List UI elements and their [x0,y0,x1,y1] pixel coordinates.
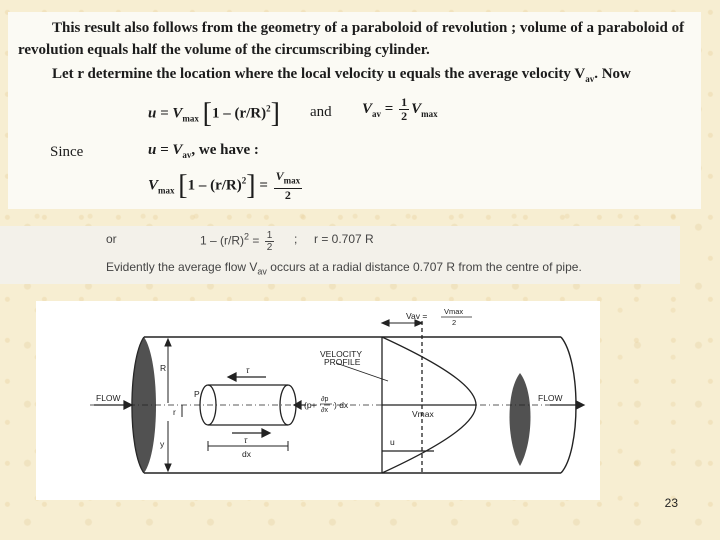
velocity-label: VELOCITY [320,349,363,359]
right-section-hatch [510,373,531,466]
tau-top-label: τ [246,365,250,375]
tau-bottom-label: τ [244,435,248,445]
flow-right-arrowhead [576,401,584,409]
pressure-arrowhead [294,401,301,409]
vmax-label: Vmax [412,409,434,419]
separator: ; [294,232,298,246]
pressure-numerator: ∂p [321,396,329,403]
tau-bottom-arrowhead [262,429,270,437]
or-word: or [106,232,117,246]
scanned-text-top [8,12,701,209]
radius-r-label: r [173,407,176,417]
scanned-text-middle [0,226,680,284]
page-number: 23 [664,496,678,510]
profile-label: PROFILE [324,357,361,367]
pressure-term-b: ) dx [334,400,349,410]
radius-result: r = 0.707 R [314,232,374,246]
dx-label: dx [242,449,251,459]
y-label: y [160,439,165,449]
since-equation: $u = V_{av}$, we have : [148,142,259,160]
velocity-profile [382,321,476,473]
tau-top-arrowhead [228,373,236,381]
vav-numerator: Vmax [444,307,464,316]
text-line-2: revolution equals half the volume of the circumscribing cylinder. [18,42,430,58]
equation-average-velocity: $V_{av}$ = $\frac{1}{2}$ $V_{max}$ [362,95,438,123]
u-label: u [390,437,395,447]
flow-right-label: FLOW [538,393,563,403]
radius-R-label: R [160,363,167,373]
since-word: Since [50,144,84,160]
pressure-P-label: P [194,389,200,399]
equation-combined: $V_{max}$ $[1 - (r/R)^2]$ = $\frac{V_{max}}{2}$ [148,169,301,202]
flow-left-label: FLOW [96,393,121,403]
vav-denominator: 2 [452,318,457,327]
pipe-diagram-svg [36,301,600,500]
text-line-1: This result also follows from the geometry of a paraboloid of revolution ; volume of a paraboloid of [52,20,685,36]
flow-left-arrowhead [124,401,132,409]
vav-label: Vav = [406,311,428,321]
or-equation: $1 - (r/R)^2$ = $\frac{1}{2}$ [200,230,273,253]
text-line-3: Let r determine the location where the local velocity u equals the average velocity $V_{av}$. Now [52,66,631,84]
pressure-denominator: ∂x [321,407,328,414]
pressure-term-a: (p+ [304,400,317,410]
evident-line: Evidently the average flow $V_{av}$ occurs at a radial distance 0.707 R from the centre of pipe. [106,260,582,277]
and-word: and [310,104,332,120]
equation-velocity: $u = V_{max}$ $[1 - (r/R)^2]$ [148,98,280,129]
pipe-flow-diagram [36,301,600,500]
